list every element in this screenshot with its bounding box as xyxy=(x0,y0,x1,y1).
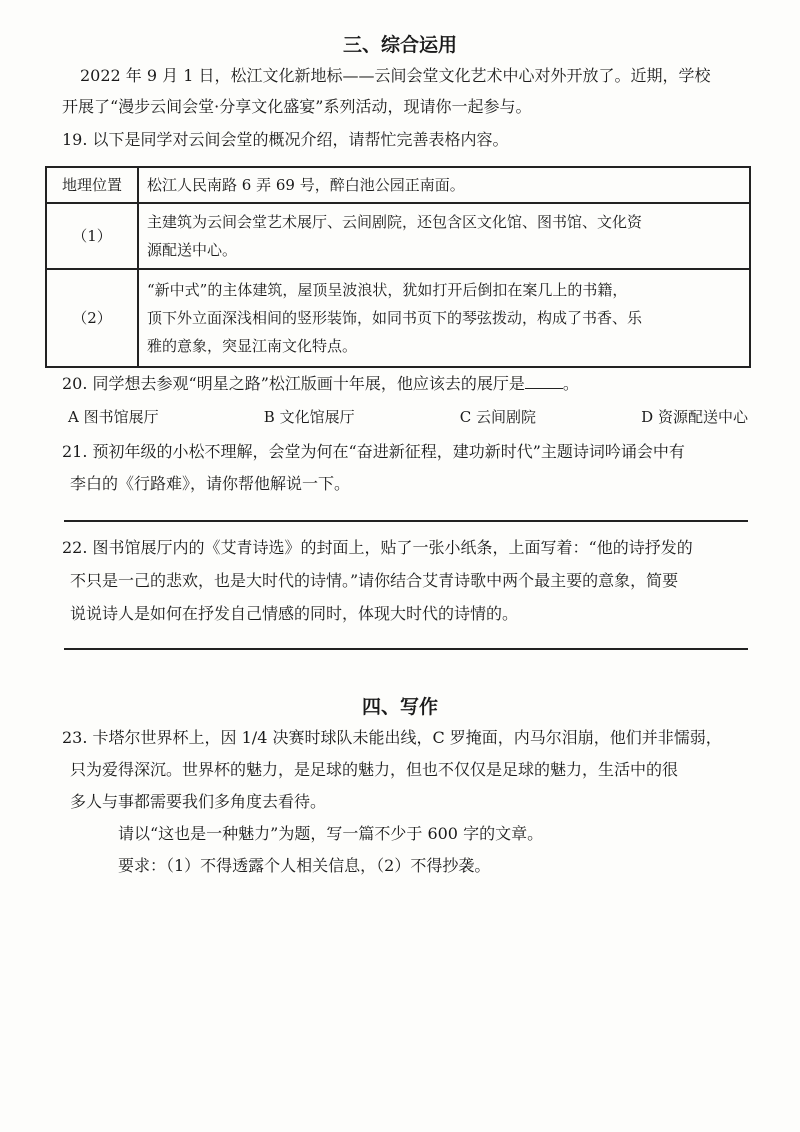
table-label-blank-1: （1） xyxy=(46,203,138,269)
q22-line-1: 22. 图书馆展厅内的《艾青诗选》的封面上，贴了一张小纸条，上面写着：“他的诗抒发的 xyxy=(62,538,693,557)
q20-prompt-text: 20. 同学想去参观“明星之路”松江版画十年展，他应该去的展厅是 xyxy=(62,374,525,393)
section-three-title: 三、综合运用 xyxy=(342,34,457,56)
table-cell-line: “新中式”的主体建筑，屋顶呈波浪状，犹如打开后倒扣在案几上的书籍， xyxy=(147,281,628,299)
table-cell-line: 雅的意象，突显江南文化特点。 xyxy=(147,337,358,355)
table-cell xyxy=(138,269,750,367)
intro-line-1: 2022 年 9 月 1 日，松江文化新地标——云间会堂文化艺术中心对外开放了。近期，学校 xyxy=(80,66,711,85)
option-d: D 资源配送中心 xyxy=(641,408,748,426)
table-cell xyxy=(138,203,750,269)
table-cell xyxy=(138,167,750,203)
section-four-title: 四、写作 xyxy=(361,696,438,718)
q23-line-1: 23. 卡塔尔世界杯上，因 1/4 决赛时球队未能出线，C 罗掩面，内马尔泪崩，他们并非懦弱， xyxy=(62,728,722,747)
venue-info-table xyxy=(45,166,751,368)
q20-options xyxy=(68,406,748,427)
table-row xyxy=(46,167,750,203)
table-label-location: 地理位置 xyxy=(46,167,138,203)
option-a: A 图书馆展厅 xyxy=(68,408,159,426)
answer-line xyxy=(64,520,748,522)
q21-line-1: 21. 预初年级的小松不理解，会堂为何在“奋进新征程，建功新时代”主题诗词吟诵会中有 xyxy=(62,442,685,461)
table-label-blank-2: （2） xyxy=(46,269,138,367)
option-b: B 文化馆展厅 xyxy=(263,408,355,426)
option-c: C 云间剧院 xyxy=(459,408,536,426)
table-cell-line: 主建筑为云间会堂艺术展厅、云间剧院，还包含区文化馆、图书馆、文化资 xyxy=(147,213,643,231)
q23-line-2: 只为爱得深沉。世界杯的魅力，是足球的魅力，但也不仅仅是足球的魅力，生活中的很 xyxy=(70,760,679,779)
answer-line xyxy=(64,648,748,650)
q23-line-3: 多人与事都需要我们多角度去看待。 xyxy=(70,792,327,811)
answer-blank xyxy=(525,374,563,389)
q23-line-4: 请以“这也是一种魅力”为题，写一篇不少于 600 字的文章。 xyxy=(118,824,544,843)
q23-line-5: 要求：（1）不得透露个人相关信息，（2）不得抄袭。 xyxy=(118,856,491,875)
q22-line-3: 说说诗人是如何在抒发自己情感的同时，体现大时代的诗情的。 xyxy=(70,604,519,623)
table-row xyxy=(46,269,750,367)
q20-prompt xyxy=(62,374,579,394)
intro-line-2: 开展了“漫步云间会堂·分享文化盛宴”系列活动，现请你一起参与。 xyxy=(62,97,532,116)
table-cell-line: 松江人民南路 6 弄 69 号，醉白池公园正南面。 xyxy=(147,176,465,194)
table-cell-line: 源配送中心。 xyxy=(147,241,238,259)
q19-prompt: 19. 以下是同学对云间会堂的概况介绍，请帮忙完善表格内容。 xyxy=(62,130,509,149)
table-row xyxy=(46,203,750,269)
q22-line-2: 不只是一己的悲欢，也是大时代的诗情。”请你结合艾青诗歌中两个最主要的意象，简要 xyxy=(70,571,679,590)
table-cell-line: 顶下外立面深浅相间的竖形装饰，如同书页下的琴弦拨动，构成了书香、乐 xyxy=(147,309,643,327)
q21-line-2: 李白的《行路难》，请你帮他解说一下。 xyxy=(70,474,351,493)
q20-prompt-end: 。 xyxy=(562,374,579,393)
